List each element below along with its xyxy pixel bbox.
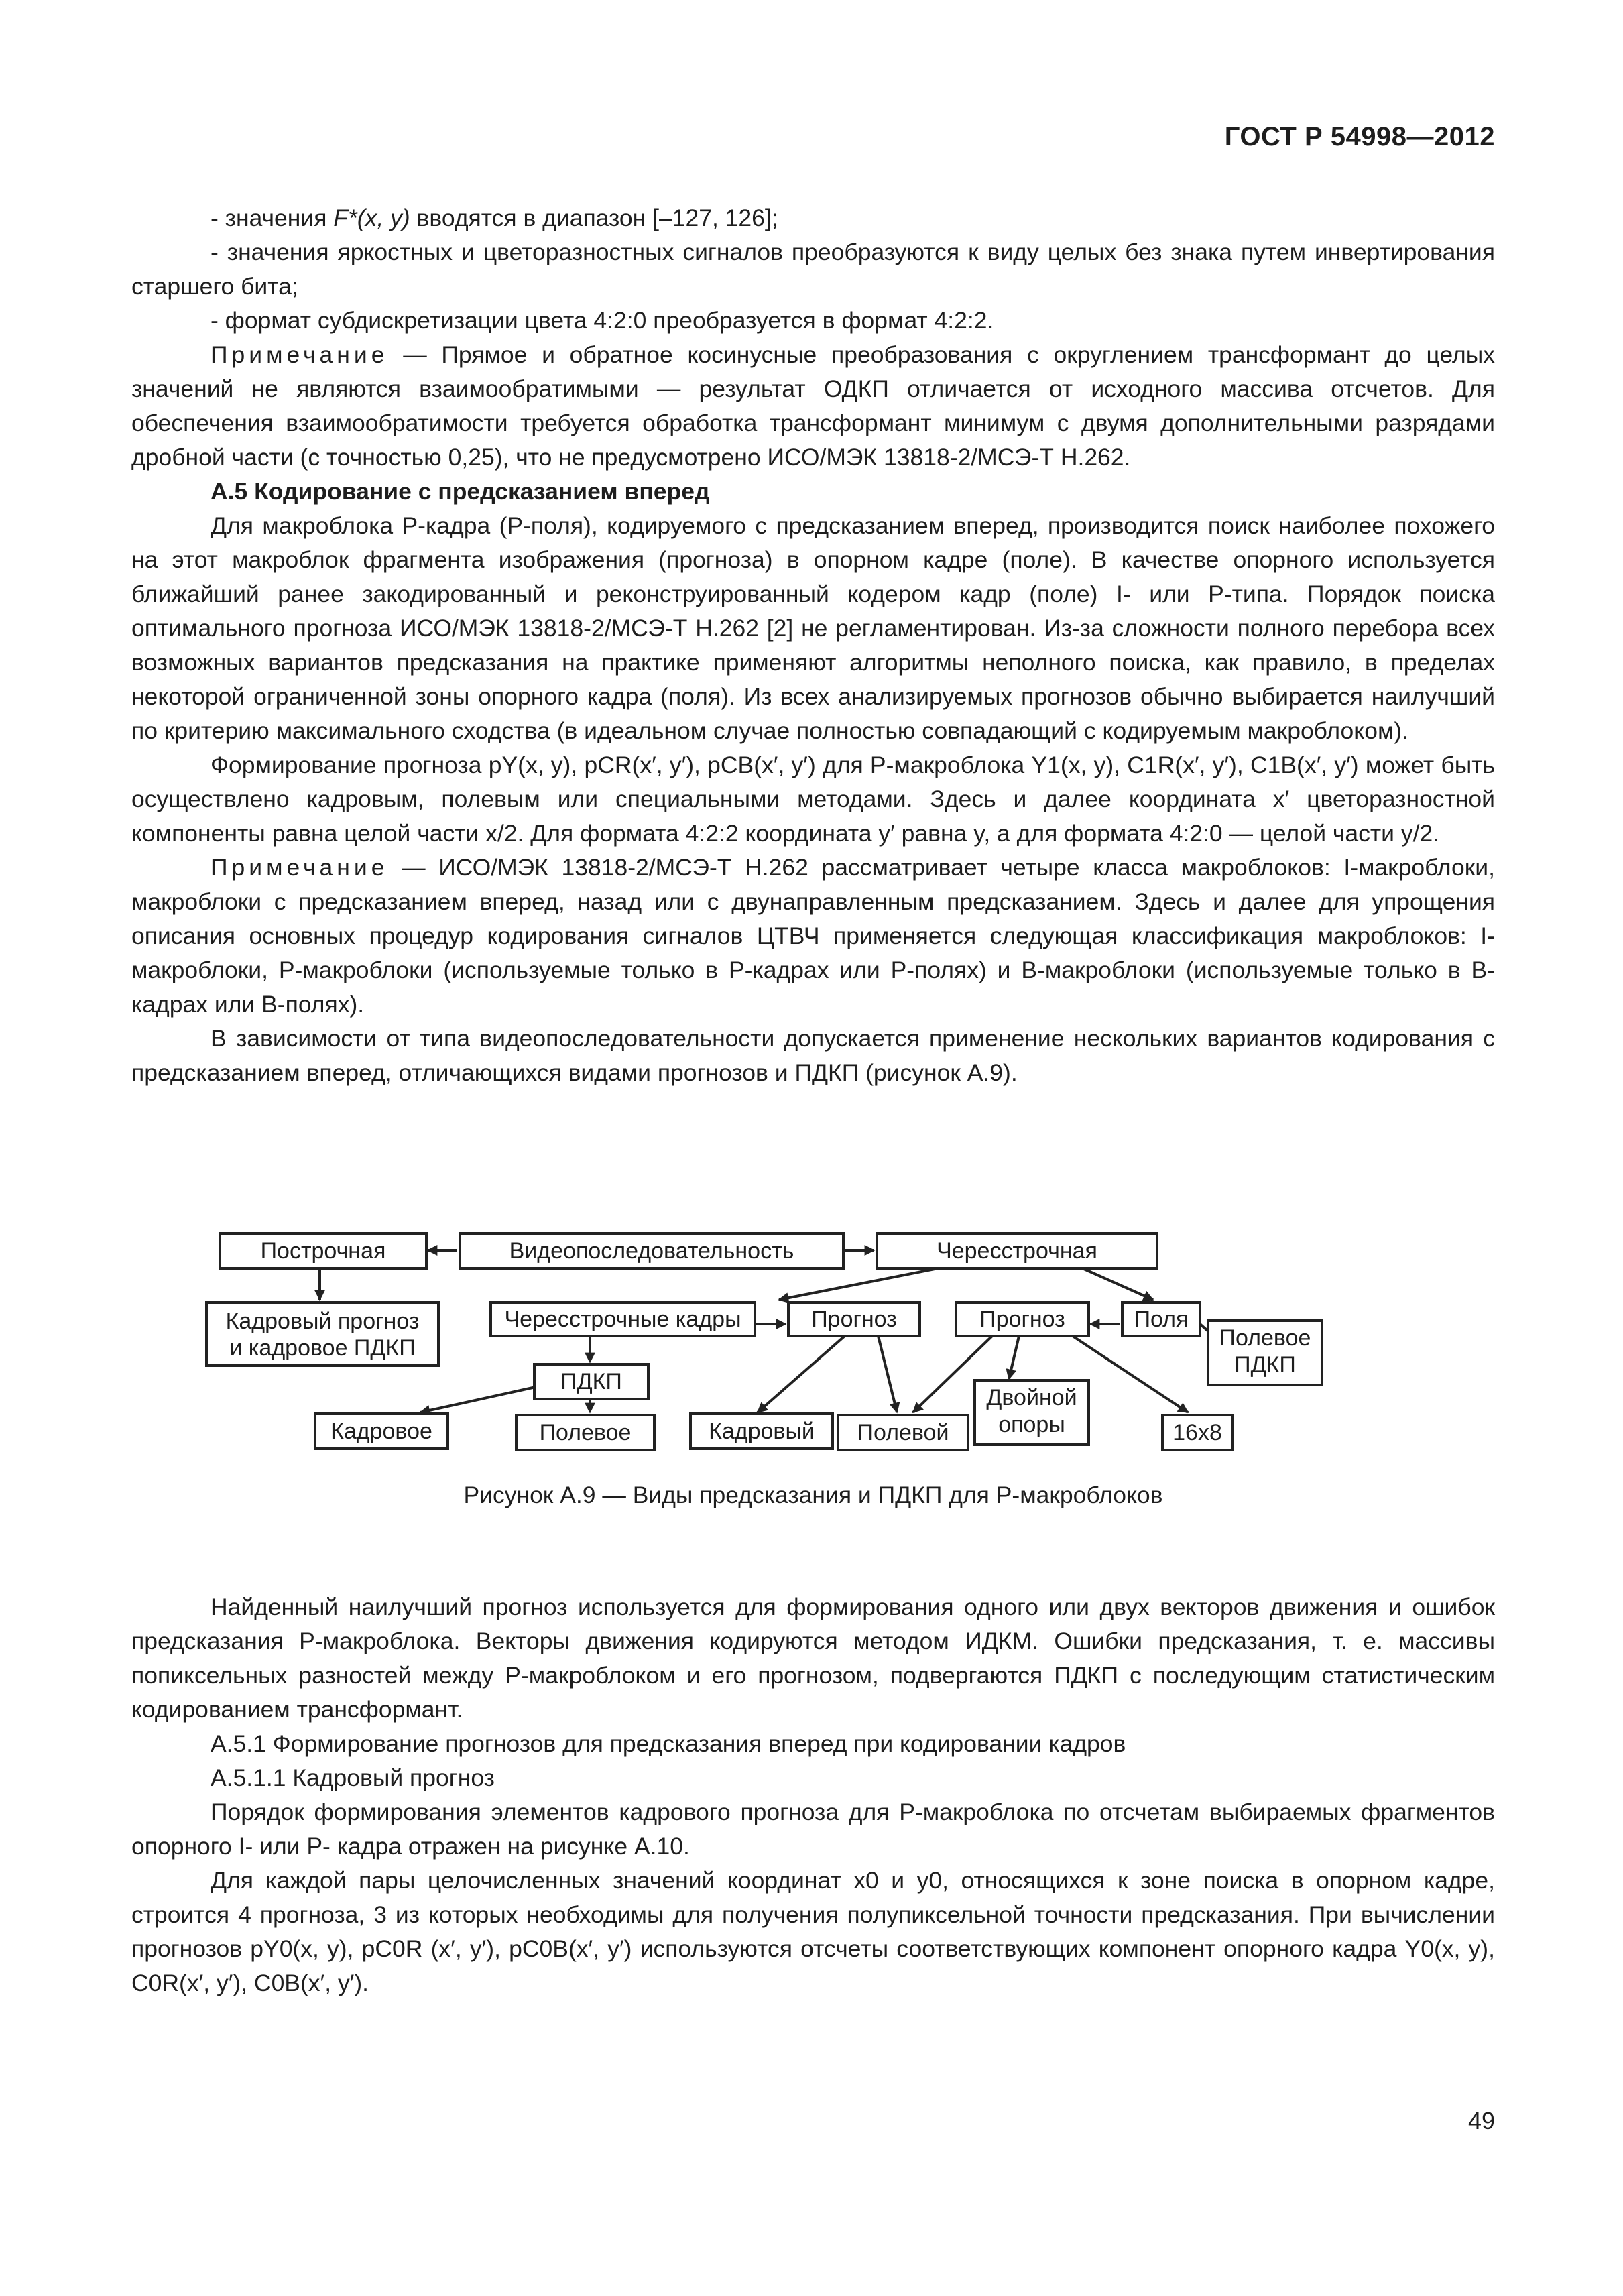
note-1-text: — Прямое и обратное косинусные преобразования с округлением трансформант до целых значений не являются взаимообратимыми — результат ОДКП отличается от исходного массива отсчетов. Для обеспечения взаимообратимости требуется обработка трансформант минимум с двумя дополнительными разрядами дробной части (с точностью 0,25), что не предусмотрено ИСО/МЭК 13818-2/МСЭ-Т H.262. <box>131 341 1495 471</box>
label-field-dct-right-2: ПДКП <box>1234 1352 1296 1378</box>
figure-caption: Рисунок А.9 — Виды предсказания и ПДКП для P-макроблоков <box>463 1482 1163 1508</box>
subsubsection-heading: А.5.1.1 Кадровый прогноз <box>211 1764 495 1791</box>
arrow-to-dual-prime <box>1009 1336 1019 1379</box>
paragraph-range-text-end: вводятся в диапазон [–127, 126]; <box>410 204 778 231</box>
page-number: 49 <box>1467 2107 1495 2134</box>
paragraph-chroma-format: - формат субдискретизации цвета 4:2:0 преобразуется в формат 4:2:2. <box>211 307 994 334</box>
paragraph-search: Для макроблока P-кадра (P-поля), кодируемого с предсказанием вперед, производится поиск наиболее похожего на этот макроблок фрагмента изображения (прогноза) в опорном кадре (поле). В качестве опорного используется ближайший ранее закодированный и реконструированный кодером кадр (поле) I- или P-типа. Порядок поиска оптимального прогноза ИСО/МЭК 13818-2/МСЭ-Т H.262 [2] не регламентирован. Из-за сложности полного перебора всех возможных вариантов предсказания на практике применяют алгоритмы неполного поиска, как правило, в пределах некоторой ограниченной зоны опорного кадра (поля). Из всех анализируемых прогнозов обычно выбирается наилучший по критерию максимального сходства (в идеальном случае полностью совпадающий с кодируемым макроблоком). <box>131 512 1495 744</box>
note-1-label: Примечание <box>211 341 389 368</box>
bottom-text-block <box>131 1590 1495 2000</box>
document-header: ГОСТ Р 54998—2012 <box>1224 122 1495 152</box>
label-progressive: Построчная <box>260 1238 386 1264</box>
label-interlaced-frames: Чересстрочные кадры <box>504 1307 741 1332</box>
label-frame-prediction-2: и кадровое ПДКП <box>229 1335 416 1361</box>
label-prognoz-2: Прогноз <box>979 1307 1065 1332</box>
label-frame-dct: Кадровое <box>330 1418 432 1444</box>
paragraph-prediction: Формирование прогноза pY(x, y), pCR(x′, y′), pCB(x′, y′) для P-макроблока Y1(x, y), C1R(x′, y′), C1B(x′, y′) может быть осуществлено кадровым, полевым или специальными методами. Здесь и далее координата x′ цветоразностной компоненты равна целой части x/2. Для формата 4:2:2 координата y′ равна y, а для формата 4:2:0 — целой части y/2. <box>131 751 1495 847</box>
formula-f: F*(x, y) <box>333 204 410 231</box>
arrow-to-frame-pred <box>758 1336 845 1412</box>
paragraph-order: Порядок формирования элементов кадрового прогноза для P-макроблока по отсчетам выбираемых фрагментов опорного I- или P- кадра отражен на рисунке А.10. <box>131 1799 1495 1860</box>
section-heading: А.5 Кодирование с предсказанием вперед <box>211 478 710 505</box>
prediction-diagram <box>201 1217 1222 1485</box>
label-field-dct: Полевое <box>539 1420 632 1445</box>
top-text-block <box>131 201 1495 1090</box>
paragraph-variants: В зависимости от типа видеопоследовательности допускается применение нескольких вариантов кодирования с предсказанием вперед, отличающихся видами прогнозов и ПДКП (рисунок А.9). <box>131 1025 1495 1086</box>
label-frame-pred: Кадровый <box>709 1418 815 1444</box>
note-1 <box>131 338 1495 475</box>
label-video-sequence: Видеопоследовательность <box>509 1238 794 1264</box>
label-dual-prime-2: опоры <box>998 1412 1065 1437</box>
subsection-heading: А.5.1 Формирование прогнозов для предсказания вперед при кодировании кадров <box>211 1730 1126 1757</box>
paragraph-range <box>131 201 1495 235</box>
note-2-label: Примечание <box>211 854 389 881</box>
note-2 <box>131 851 1495 1022</box>
label-field-dct-right-1: Полевое <box>1219 1325 1311 1351</box>
note-2-text: — ИСО/МЭК 13818-2/МСЭ-Т H.262 рассматривает четыре класса макроблоков: I-макроблоки, макроблоки с предсказанием вперед, назад или с двунаправленным предсказанием. Здесь и далее для упрощения описания основных процедур кодирования сигналов ЦТВЧ применяется следующая классификация макроблоков: I-макроблоки, P-макроблоки (используемые только в P-кадрах или P-полях) и B-макроблоки (используемые только в B-кадрах или B-полях). <box>131 854 1495 1018</box>
label-dual-prime-1: Двойной <box>986 1385 1077 1410</box>
field-dct-box <box>1207 1319 1327 1400</box>
label-field-pred: Полевой <box>857 1420 949 1445</box>
arrow-to-fields <box>1079 1267 1153 1300</box>
paragraph-range-text: - значения <box>211 204 334 231</box>
label-pdkp: ПДКП <box>560 1369 622 1394</box>
paragraph-unsigned: - значения яркостных и цветоразностных сигналов преобразуются к виду целых без знака путем инвертирования старшего бита; <box>131 239 1495 300</box>
paragraph-four-predictions: Для каждой пары целочисленных значений координат x0 и y0, относящихся к зоне поиска в опорном кадре, строится 4 прогноза, 3 из которых необходимы для получения полупиксельной точности предсказания. При вычислении прогнозов pY0(x, y), pC0R (x′, y′), pC0B(x′, y′) используются отсчеты соответствующих компонент опорного кадра Y0(x, y), C0R(x′, y′), C0B(x′, y′). <box>131 1867 1495 1996</box>
label-prognoz-1: Прогноз <box>811 1307 897 1332</box>
label-interlaced: Чересстрочная <box>937 1238 1097 1264</box>
paragraph-best-prediction: Найденный наилучший прогноз используется для формирования одного или двух векторов движения и ошибок предсказания P-макроблока. Векторы движения кодируются методом ИДКМ. Ошибки предсказания, т. е. массивы попиксельных разностей между P-макроблоком и его прогнозом, подвергаются ПДКП с последующим статистическим кодированием трансформант. <box>131 1593 1495 1723</box>
label-16x8: 16x8 <box>1173 1420 1222 1445</box>
arrow-to-interlaced-frames <box>779 1267 945 1300</box>
label-fields: Поля <box>1134 1307 1189 1332</box>
label-frame-prediction-1: Кадровый прогноз <box>225 1309 420 1334</box>
arrow-pred1-to-field <box>878 1336 897 1412</box>
